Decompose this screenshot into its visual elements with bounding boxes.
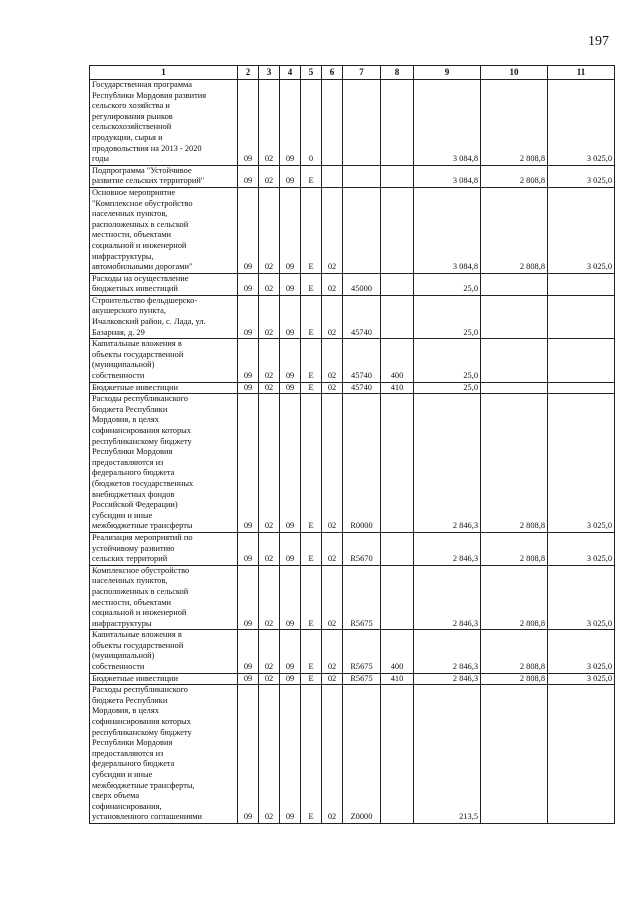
code-gr: 09 — [238, 80, 259, 166]
code-expense-type: 410 — [381, 382, 414, 394]
code-gr: 09 — [238, 273, 259, 295]
code-pr: 09 — [280, 165, 301, 187]
amount-col10: 2 808,8 — [481, 187, 548, 273]
code-pr: 09 — [280, 673, 301, 685]
code-subprogram: 0 — [301, 80, 322, 166]
code-event: 02 — [322, 630, 343, 673]
code-pr: 09 — [280, 532, 301, 565]
amount-col11 — [548, 295, 615, 338]
amount-col9: 25,0 — [414, 273, 481, 295]
code-gr: 09 — [238, 630, 259, 673]
amount-col9: 213,5 — [414, 685, 481, 824]
code-gr: 09 — [238, 565, 259, 630]
amount-col11: 3 025,0 — [548, 565, 615, 630]
code-expense-type: 400 — [381, 339, 414, 382]
code-event: 02 — [322, 532, 343, 565]
code-expense-type — [381, 165, 414, 187]
row-name: Расходы на осуществление бюджетных инвестиций — [90, 273, 238, 295]
code-gr: 09 — [238, 187, 259, 273]
amount-col11 — [548, 382, 615, 394]
row-name: Государственная программа Республики Мордовия развития сельского хозяйства и регулирования рынков сельскохозяйственной продукции, сырья и продовольствия на 2013 - 2020 годы — [90, 80, 238, 166]
code-gr: 09 — [238, 685, 259, 824]
amount-col9: 2 846,3 — [414, 532, 481, 565]
amount-col10 — [481, 273, 548, 295]
amount-col10 — [481, 295, 548, 338]
amount-col9: 25,0 — [414, 295, 481, 338]
code-target: R5675 — [343, 630, 381, 673]
code-expense-type — [381, 532, 414, 565]
amount-col10: 2 808,8 — [481, 532, 548, 565]
amount-col9: 25,0 — [414, 339, 481, 382]
code-event — [322, 165, 343, 187]
code-gr: 09 — [238, 394, 259, 533]
amount-col9: 2 846,3 — [414, 394, 481, 533]
code-subprogram: Е — [301, 339, 322, 382]
code-subprogram: Е — [301, 630, 322, 673]
amount-col9: 2 846,3 — [414, 673, 481, 685]
code-expense-type — [381, 394, 414, 533]
code-target — [343, 165, 381, 187]
row-name: Строительство фельдшерско- акушерского пункта, Ичалковский район, с. Лада, ул. Базарная, д. 29 — [90, 295, 238, 338]
code-subprogram: Е — [301, 187, 322, 273]
table-row — [90, 673, 615, 685]
code-event — [322, 80, 343, 166]
code-target: 45740 — [343, 295, 381, 338]
amount-col10 — [481, 685, 548, 824]
row-name: Бюджетные инвестиции — [90, 673, 238, 685]
code-target: R5670 — [343, 532, 381, 565]
column-header: 8 — [381, 66, 414, 80]
amount-col11 — [548, 685, 615, 824]
code-rz: 02 — [259, 382, 280, 394]
amount-col11 — [548, 339, 615, 382]
code-pr: 09 — [280, 273, 301, 295]
code-expense-type — [381, 685, 414, 824]
column-header: 7 — [343, 66, 381, 80]
code-rz: 02 — [259, 630, 280, 673]
code-pr: 09 — [280, 80, 301, 166]
row-name: Расходы республиканского бюджета Республики Мордовия, в целях софинансирования которых республиканскому бюджету Республики Мордовия предоставляются из федерального бюджета (бюджетов государственных внебюджетных фондов Российской Федерации) субсидии и иные межбюджетные трансферты — [90, 394, 238, 533]
column-header: 11 — [548, 66, 615, 80]
column-header: 9 — [414, 66, 481, 80]
amount-col10: 2 808,8 — [481, 80, 548, 166]
code-subprogram: Е — [301, 165, 322, 187]
code-target: Z0000 — [343, 685, 381, 824]
code-gr: 09 — [238, 673, 259, 685]
table-row — [90, 295, 615, 338]
code-gr: 09 — [238, 532, 259, 565]
code-event: 02 — [322, 673, 343, 685]
code-event: 02 — [322, 295, 343, 338]
amount-col11: 3 025,0 — [548, 673, 615, 685]
code-rz: 02 — [259, 685, 280, 824]
code-rz: 02 — [259, 339, 280, 382]
code-event: 02 — [322, 273, 343, 295]
amount-col11: 3 025,0 — [548, 165, 615, 187]
amount-col10: 2 808,8 — [481, 565, 548, 630]
amount-col11: 3 025,0 — [548, 187, 615, 273]
amount-col9: 2 846,3 — [414, 630, 481, 673]
code-expense-type — [381, 273, 414, 295]
code-target — [343, 80, 381, 166]
code-pr: 09 — [280, 382, 301, 394]
code-pr: 09 — [280, 685, 301, 824]
column-header: 5 — [301, 66, 322, 80]
amount-col11: 3 025,0 — [548, 532, 615, 565]
code-expense-type — [381, 187, 414, 273]
table-row — [90, 394, 615, 533]
code-expense-type: 400 — [381, 630, 414, 673]
amount-col11 — [548, 273, 615, 295]
code-pr: 09 — [280, 295, 301, 338]
header-row — [90, 66, 615, 80]
code-gr: 09 — [238, 295, 259, 338]
code-rz: 02 — [259, 80, 280, 166]
code-subprogram: Е — [301, 565, 322, 630]
code-target: R5675 — [343, 673, 381, 685]
code-target: 45740 — [343, 382, 381, 394]
table-row — [90, 382, 615, 394]
row-name: Подпрограмма "Устойчивое развитие сельских территорий" — [90, 165, 238, 187]
row-name: Бюджетные инвестиции — [90, 382, 238, 394]
code-rz: 02 — [259, 565, 280, 630]
code-expense-type — [381, 565, 414, 630]
page-number: 197 — [588, 34, 609, 49]
code-expense-type — [381, 80, 414, 166]
code-target: R0000 — [343, 394, 381, 533]
row-name: Капитальные вложения в объекты государственной (муниципальной) собственности — [90, 630, 238, 673]
column-header: 10 — [481, 66, 548, 80]
table-row — [90, 165, 615, 187]
code-rz: 02 — [259, 295, 280, 338]
code-rz: 02 — [259, 532, 280, 565]
table-row — [90, 685, 615, 824]
table-row — [90, 630, 615, 673]
code-event: 02 — [322, 565, 343, 630]
table-row — [90, 339, 615, 382]
code-subprogram: Е — [301, 685, 322, 824]
code-rz: 02 — [259, 165, 280, 187]
budget-table — [89, 65, 615, 824]
code-rz: 02 — [259, 673, 280, 685]
amount-col10 — [481, 339, 548, 382]
table-row — [90, 80, 615, 166]
amount-col11: 3 025,0 — [548, 394, 615, 533]
code-subprogram: Е — [301, 394, 322, 533]
code-gr: 09 — [238, 382, 259, 394]
code-gr: 09 — [238, 339, 259, 382]
code-expense-type — [381, 295, 414, 338]
code-event: 02 — [322, 382, 343, 394]
amount-col9: 25,0 — [414, 382, 481, 394]
amount-col11: 3 025,0 — [548, 80, 615, 166]
code-pr: 09 — [280, 394, 301, 533]
column-header: 4 — [280, 66, 301, 80]
code-target: R5675 — [343, 565, 381, 630]
column-header: 2 — [238, 66, 259, 80]
code-pr: 09 — [280, 187, 301, 273]
column-header: 3 — [259, 66, 280, 80]
row-name: Расходы республиканского бюджета Республики Мордовия, в целях софинансирования которых республиканскому бюджету Республики Мордовия предоставляются из федерального бюджета субсидии и иные межбюджетные трансферты, сверх объема софинансирования, установленного соглашениями — [90, 685, 238, 824]
table-row — [90, 565, 615, 630]
code-expense-type: 410 — [381, 673, 414, 685]
code-event: 02 — [322, 394, 343, 533]
code-target — [343, 187, 381, 273]
code-pr: 09 — [280, 565, 301, 630]
row-name: Комплексное обустройство населенных пунктов, расположенных в сельской местности, объектами социальной и инженерной инфраструктуры — [90, 565, 238, 630]
code-target: 45740 — [343, 339, 381, 382]
code-target: 45000 — [343, 273, 381, 295]
column-header: 1 — [90, 66, 238, 80]
row-name: Реализация мероприятий по устойчивому развитию сельских территорий — [90, 532, 238, 565]
table-row — [90, 187, 615, 273]
table-row — [90, 532, 615, 565]
row-name: Капитальные вложения в объекты государственной (муниципальной) собственности — [90, 339, 238, 382]
table-body — [90, 80, 615, 824]
code-rz: 02 — [259, 273, 280, 295]
amount-col9: 2 846,3 — [414, 565, 481, 630]
code-subprogram: Е — [301, 673, 322, 685]
amount-col10 — [481, 382, 548, 394]
code-pr: 09 — [280, 339, 301, 382]
column-header: 6 — [322, 66, 343, 80]
code-event: 02 — [322, 685, 343, 824]
amount-col10: 2 808,8 — [481, 394, 548, 533]
code-event: 02 — [322, 187, 343, 273]
code-subprogram: Е — [301, 382, 322, 394]
row-name: Основное мероприятие "Комплексное обустройство населенных пунктов, расположенных в сельской местности, объектами социальной и инженерной инфраструктуры, автомобильными дорогами" — [90, 187, 238, 273]
amount-col9: 3 084,8 — [414, 80, 481, 166]
amount-col9: 3 084,8 — [414, 165, 481, 187]
amount-col10: 2 808,8 — [481, 630, 548, 673]
code-subprogram: Е — [301, 532, 322, 565]
amount-col9: 3 084,8 — [414, 187, 481, 273]
table-row — [90, 273, 615, 295]
amount-col10: 2 808,8 — [481, 165, 548, 187]
code-event: 02 — [322, 339, 343, 382]
code-rz: 02 — [259, 394, 280, 533]
code-rz: 02 — [259, 187, 280, 273]
code-gr: 09 — [238, 165, 259, 187]
amount-col11: 3 025,0 — [548, 630, 615, 673]
amount-col10: 2 808,8 — [481, 673, 548, 685]
code-subprogram: Е — [301, 295, 322, 338]
code-pr: 09 — [280, 630, 301, 673]
code-subprogram: Е — [301, 273, 322, 295]
